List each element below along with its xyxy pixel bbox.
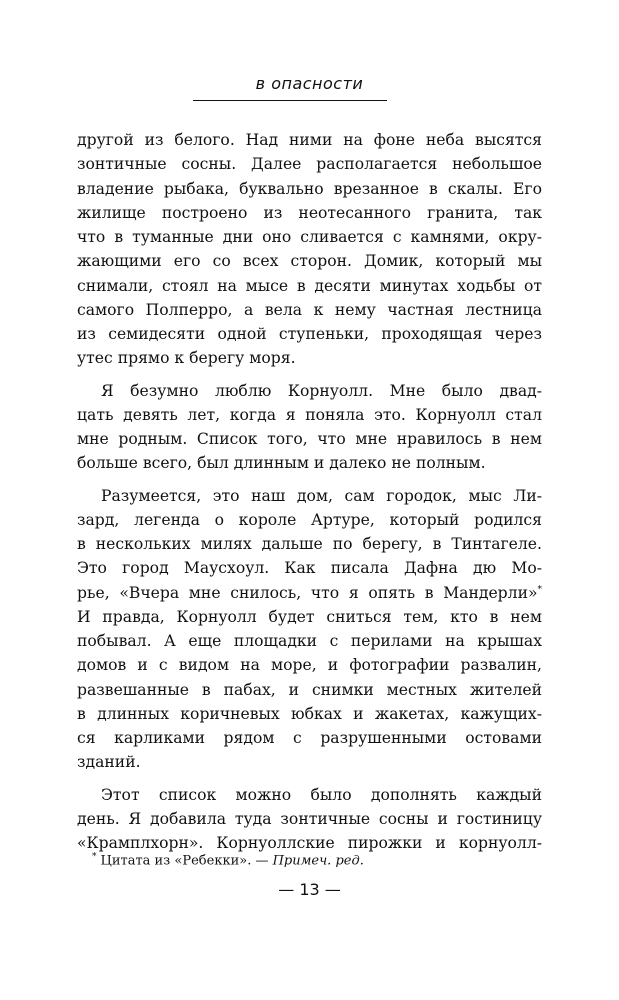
footnote (92, 852, 542, 868)
text-line: утес прямо к берегу моря. (77, 349, 296, 368)
text-line: зард, легенда о короле Артуре, который родился (77, 510, 542, 529)
running-head-rule (193, 100, 387, 101)
running-head: в опасности (255, 74, 364, 93)
text-line: больше всего, был длинным и далеко не полным. (77, 454, 486, 473)
paragraph-3 (77, 484, 542, 775)
text-line: цать девять лет, когда я поняла это. Корнуолл стал (77, 405, 542, 424)
text-line: из семидесяти одной ступеньки, проходящая через (77, 325, 542, 343)
text-line: в нескольких милях дальше по берегу, в Тинтагеле. (77, 535, 542, 553)
footnote-text: Цитата из «Ребекки». — (100, 853, 269, 869)
text-line: зданий. (77, 753, 141, 772)
text-line: мне родным. Список того, что мне нравилось в нем (77, 430, 542, 448)
text-line: домов и с видом на море, и фотографии развалин, (77, 656, 542, 675)
text-line: владение рыбака, буквально врезанное в скалы. Его (77, 179, 542, 198)
text-line: зонтичные сосны. Далее располагается небольшое (77, 155, 542, 174)
text-line: Этот список можно было дополнять каждый (101, 785, 542, 804)
text-line: в длинных коричневых юбках и жакетах, кажущих- (77, 704, 542, 723)
paragraph-2 (77, 379, 542, 476)
text-line-content: рье, «Вчера мне снилось, что я опять в Мандерли» (77, 583, 538, 602)
text-line: ся карликами рядом с разрушенными остовами (77, 729, 542, 747)
text-line: что в туманные дни оно сливается с камнями, окру- (77, 228, 542, 246)
footnote-reference-marker: * (537, 584, 542, 595)
text-line: жающими его со всех сторон. Домик, который мы (77, 252, 542, 271)
body-text (77, 128, 542, 855)
text-line: Это город Маусхоул. Как писала Дафна дю Мо- (77, 559, 542, 578)
text-line: Разумеется, это наш дом, сам городок, мыс Ли- (101, 486, 542, 505)
page-number: — 13 — (278, 880, 341, 899)
text-line: жилище построено из неотесанного гранита, так (77, 203, 542, 222)
text-line-with-footnote (77, 581, 542, 605)
footnote-credit: Примеч. ред. (272, 853, 364, 869)
text-line: побывал. А еще площадки с перилами на крышах (77, 632, 542, 650)
paragraph-1 (77, 128, 542, 371)
text-line: «Крамплхорн». Корнуоллские пирожки и корнуолл- (77, 834, 542, 852)
paragraph-4 (77, 783, 542, 856)
text-line: другой из белого. Над ними на фоне неба высятся (77, 131, 542, 149)
footnote-marker: * (92, 852, 97, 862)
text-line: развешанные в пабах, и снимки местных жителей (77, 680, 542, 699)
text-line: день. Я добавила туда зонтичные сосны и гостиницу (77, 809, 542, 828)
text-line: снимали, стоял на мысе в десяти минутах ходьбы от (77, 276, 542, 295)
text-line: Я безумно люблю Корнуолл. Мне было двад- (101, 381, 542, 400)
text-line: И правда, Корнуолл будет сниться тем, кто в нем (77, 607, 542, 626)
text-line: самого Полперро, а вела к нему частная лестница (77, 300, 542, 319)
